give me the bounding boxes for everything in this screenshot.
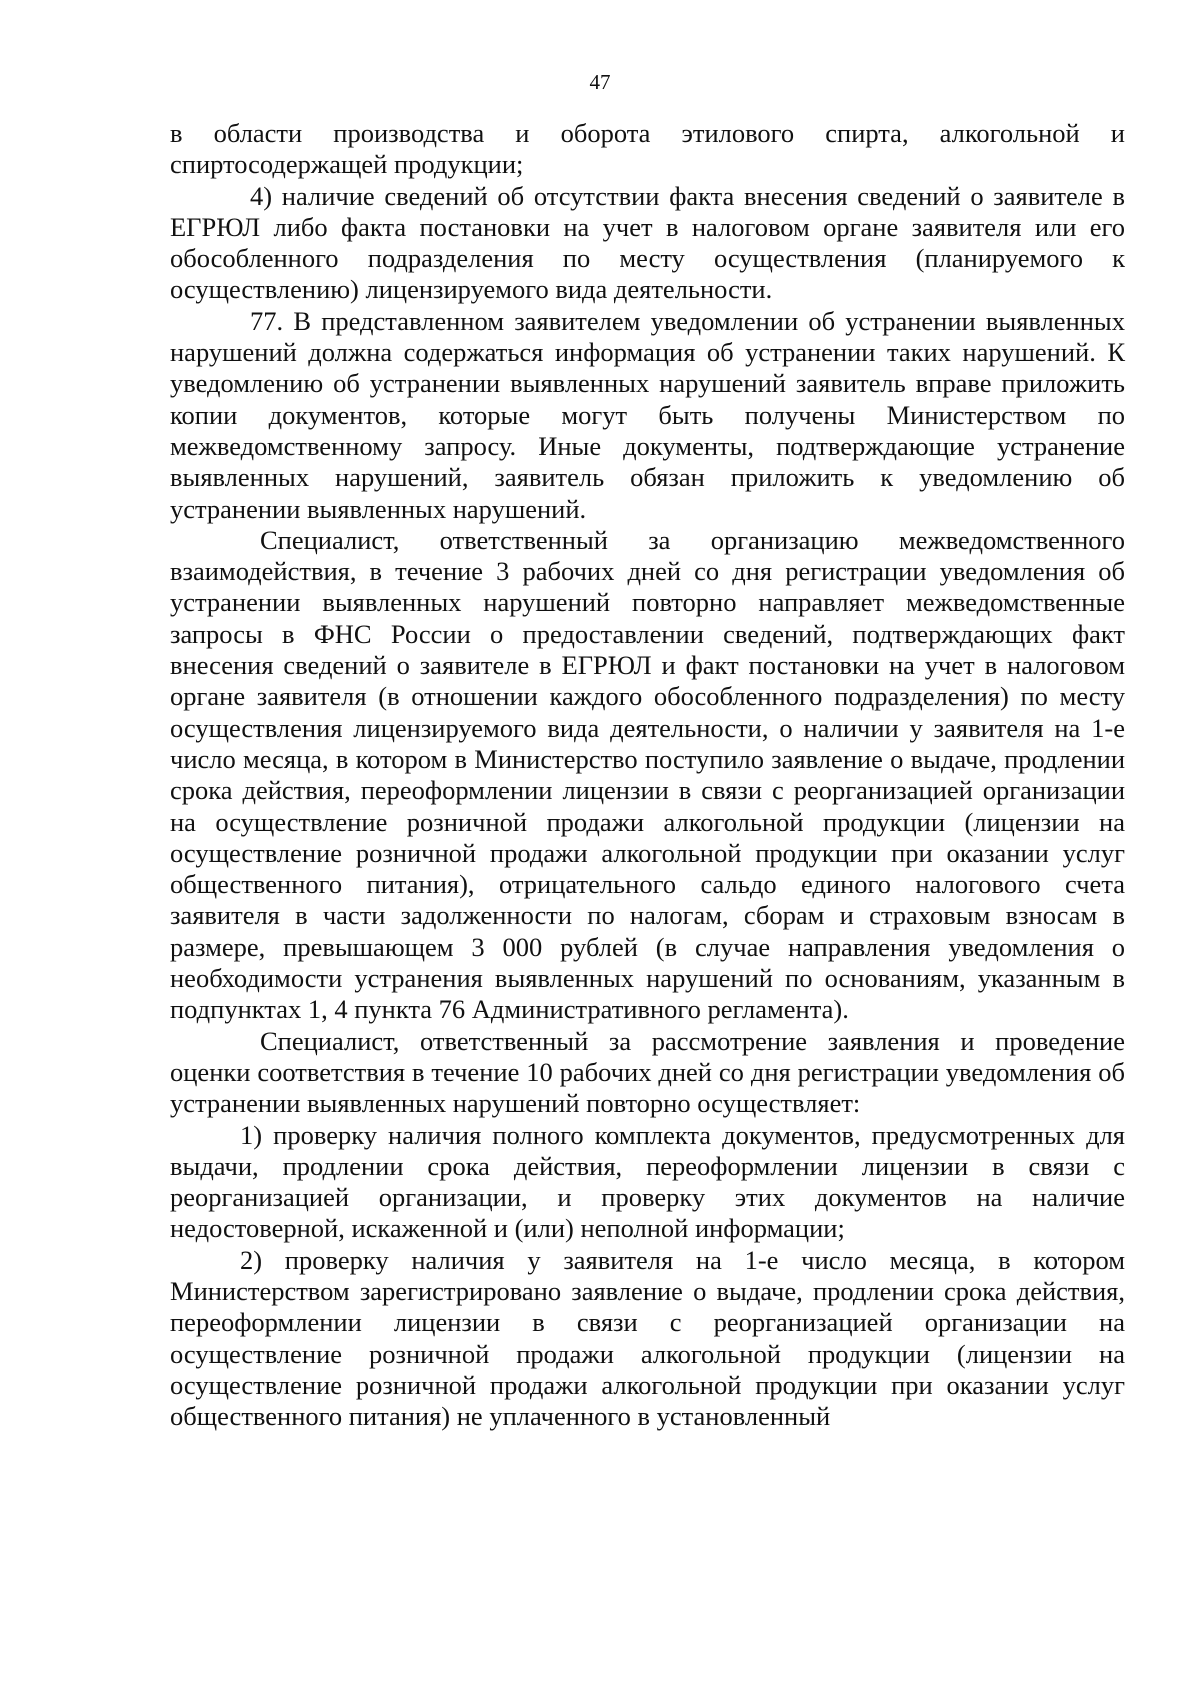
document-body xyxy=(170,118,1125,1432)
paragraph-review-specialist: Специалист, ответственный за рассмотрение заявления и проведение оценки соответствия в течение 10 рабочих дней со дня регистрации уведомления об устранении выявленных нарушений повторно осуществляет: xyxy=(170,1025,1125,1119)
page-number: 47 xyxy=(589,70,611,94)
paragraph-item-4: 4) наличие сведений об отсутствии факта внесения сведений о заявителе в ЕГРЮЛ либо факта постановки на учет в налоговом органе заявителя или его обособленного подразделения по месту осуществления (планируемого к осуществлению) лицензируемого вида деятельности. xyxy=(170,180,1125,305)
paragraph-continuation: в области производства и оборота этилового спирта, алкогольной и спиртосодержащей продукции; xyxy=(170,118,1125,180)
paragraph-interagency-specialist: Специалист, ответственный за организацию межведомственного взаимодействия, в течение 3 рабочих дней со дня регистрации уведомления об устранении выявленных нарушений повторно направляет межведомственные запросы в ФНС России о предоставлении сведений, подтверждающих факт внесения сведений о заявителе в ЕГРЮЛ и факт постановки на учет в налоговом органе заявителя (в отношении каждого обособленного подразделения) по месту осуществления лицензируемого вида деятельности, о наличии у заявителя на 1-е число месяца, в котором в Министерство поступило заявление о выдаче, продлении срока действия, переоформлении лицензии в связи с реорганизацией организации на осуществление розничной продажи алкогольной продукции (лицензии на осуществление розничной продажи алкогольной продукции при оказании услуг общественного питания), отрицательного сальдо единого налогового счета заявителя в части задолженности по налогам, сборам и страховым взносам в размере, превышающем 3 000 рублей (в случае направления уведомления о необходимости устранения выявленных нарушений по основаниям, указанным в подпунктах 1, 4 пункта 76 Административного регламента). xyxy=(170,524,1125,1025)
paragraph-subitem-2: 2) проверку наличия у заявителя на 1-е число месяца, в котором Министерством зарегистрировано заявление о выдаче, продлении срока действия, переоформлении лицензии в связи с реорганизацией организации на осуществление розничной продажи алкогольной продукции (лицензии на осуществление розничной продажи алкогольной продукции при оказании услуг общественного питания) не уплаченного в установленный xyxy=(170,1244,1125,1432)
paragraph-subitem-1: 1) проверку наличия полного комплекта документов, предусмотренных для выдачи, продлении срока действия, переоформлении лицензии в связи с реорганизацией организации, и проверку этих документов на наличие недостоверной, искаженной и (или) неполной информации; xyxy=(170,1119,1125,1244)
paragraph-77: 77. В представленном заявителем уведомлении об устранении выявленных нарушений должна содержаться информация об устранении таких нарушений. К уведомлению об устранении выявленных нарушений заявитель вправе приложить копии документов, которые могут быть получены Министерством по межведомственному запросу. Иные документы, подтверждающие устранение выявленных нарушений, заявитель обязан приложить к уведомлению об устранении выявленных нарушений. xyxy=(170,305,1125,524)
